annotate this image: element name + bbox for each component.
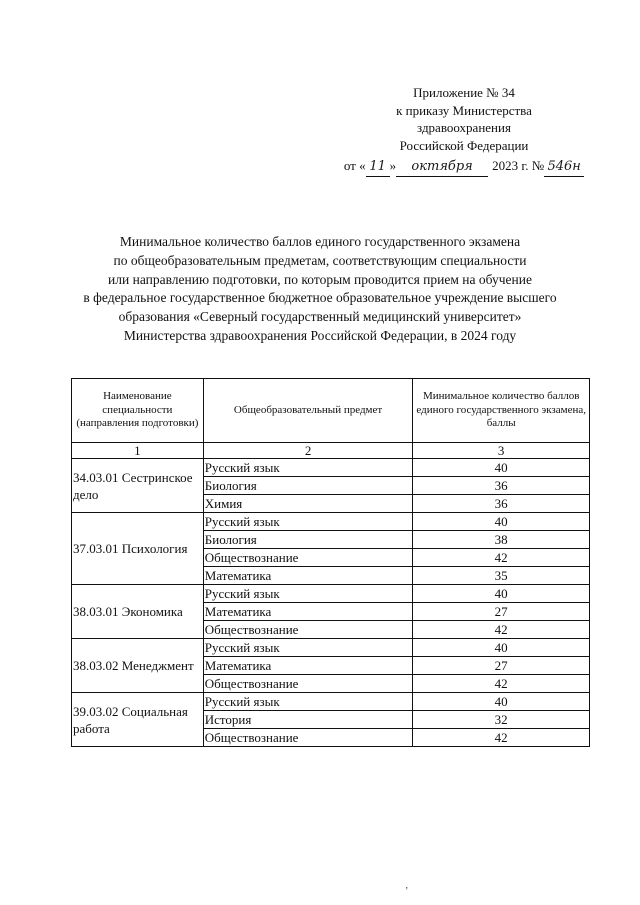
score-cell: 40 [413, 585, 590, 603]
subject-cell: Русский язык [203, 585, 413, 603]
header-subject: Общеобразовательный предмет [203, 379, 413, 443]
order-date-line [338, 157, 590, 177]
handwritten-month: октября [396, 158, 488, 177]
column-number: 3 [413, 443, 590, 459]
table-header-row [72, 379, 590, 443]
score-cell: 40 [413, 513, 590, 531]
score-cell: 42 [413, 675, 590, 693]
specialty-cell: 38.03.02 Менеджмент [72, 639, 204, 693]
scores-table [71, 378, 590, 747]
subject-cell: Математика [203, 657, 413, 675]
title-line: Министерства здравоохранения Российской Федерации, в 2024 году [123, 327, 517, 343]
title-line: образования «Северный государственный медицинский университет» [118, 309, 522, 325]
score-cell: 36 [413, 477, 590, 495]
handwritten-order-number: 546н [544, 158, 584, 177]
subject-cell: Химия [203, 495, 413, 513]
column-number: 1 [72, 443, 204, 459]
score-cell: 36 [413, 495, 590, 513]
table-row [72, 639, 590, 657]
date-quote-close: » [389, 158, 397, 173]
subject-cell: Математика [203, 603, 413, 621]
subject-cell: Русский язык [203, 513, 413, 531]
score-cell: 27 [413, 603, 590, 621]
pen-mark: ʼ [405, 886, 409, 897]
subject-cell: Обществознание [203, 729, 413, 747]
score-cell: 40 [413, 459, 590, 477]
document-title [40, 233, 600, 346]
subject-cell: Биология [203, 531, 413, 549]
subject-cell: Русский язык [203, 693, 413, 711]
title-line: в федеральное государственное бюджетное образовательное учреждение высшего [83, 290, 557, 306]
score-cell: 42 [413, 621, 590, 639]
handwritten-day: 11 [366, 158, 390, 177]
table-row [72, 513, 590, 531]
column-number: 2 [203, 443, 413, 459]
header-specialty: Наименование специальности (направления подготовки) [72, 379, 204, 443]
subject-cell: Русский язык [203, 459, 413, 477]
subject-cell: Биология [203, 477, 413, 495]
score-cell: 35 [413, 567, 590, 585]
appendix-number: Приложение № 34 [413, 85, 515, 100]
appendix-order-ref: к приказу Министерства [396, 102, 532, 118]
score-cell: 40 [413, 693, 590, 711]
score-cell: 38 [413, 531, 590, 549]
subject-cell: Математика [203, 567, 413, 585]
score-cell: 27 [413, 657, 590, 675]
specialty-cell: 34.03.01 Сестринское дело [72, 459, 204, 513]
title-line: по общеобразовательным предметам, соответствующим специальности [113, 252, 527, 268]
subject-cell: История [203, 711, 413, 729]
column-number-row [72, 443, 590, 459]
subject-cell: Русский язык [203, 639, 413, 657]
appendix-header [338, 84, 590, 177]
title-line: Минимальное количество баллов единого государственного экзамена [119, 234, 521, 249]
appendix-ministry: здравоохранения [417, 120, 511, 135]
date-prefix: от « [343, 158, 366, 173]
appendix-federation: Российской Федерации [399, 137, 529, 153]
score-cell: 42 [413, 549, 590, 567]
table-row [72, 459, 590, 477]
subject-cell: Обществознание [203, 621, 413, 639]
score-cell: 42 [413, 729, 590, 747]
specialty-cell: 37.03.01 Психология [72, 513, 204, 585]
table-row [72, 585, 590, 603]
subject-cell: Обществознание [203, 549, 413, 567]
date-year: 2023 г. № [492, 158, 545, 173]
specialty-cell: 39.03.02 Социальная работа [72, 693, 204, 747]
table-row [72, 693, 590, 711]
score-cell: 40 [413, 639, 590, 657]
title-line: или направлению подготовки, по которым проводится прием на обучение [108, 271, 532, 287]
specialty-cell: 38.03.01 Экономика [72, 585, 204, 639]
subject-cell: Обществознание [203, 675, 413, 693]
header-min-score: Минимальное количество баллов единого государственного экзамена, баллы [413, 379, 590, 443]
score-cell: 32 [413, 711, 590, 729]
